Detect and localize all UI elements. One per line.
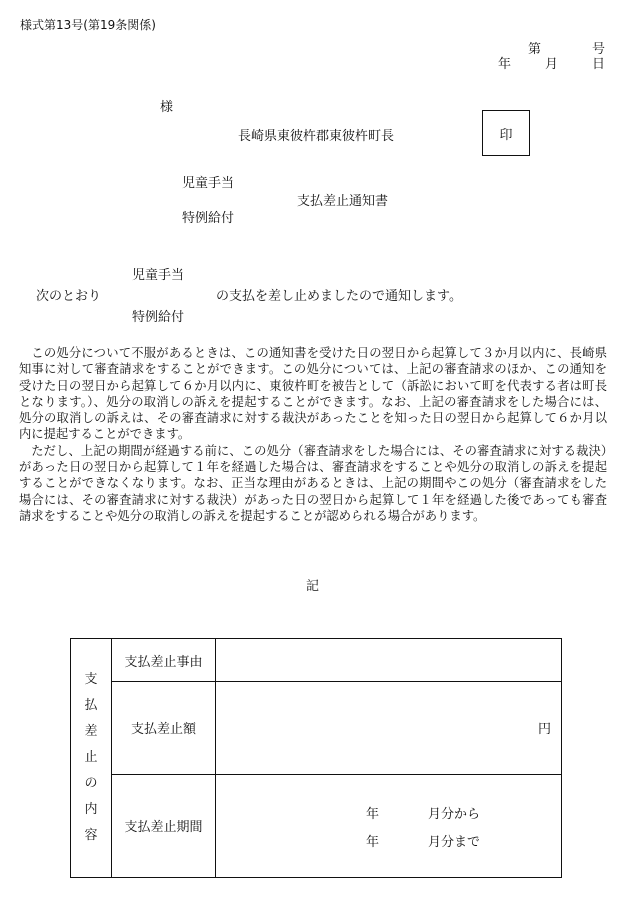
side-char: 差 [84, 724, 98, 739]
notice-lead: 次のとおり [36, 289, 102, 304]
amount-value-cell[interactable] [216, 682, 562, 774]
seal-box [482, 110, 530, 156]
form-number-label: 様式第13号(第19条関係) [20, 18, 156, 32]
side-char: 支 [84, 672, 98, 687]
period-value-cell[interactable] [216, 774, 562, 877]
number-suffix: 号 [592, 42, 606, 57]
document-title: 支払差止通知書 [297, 194, 389, 209]
amount-label: 支払差止額 [112, 682, 216, 774]
period-label: 支払差止期間 [112, 774, 216, 877]
side-char: 容 [84, 828, 98, 843]
appeal-instructions [19, 345, 607, 524]
ki-heading: 記 [306, 579, 320, 594]
title-special-benefit: 特例給付 [182, 211, 235, 226]
period-from-year: 年 [366, 806, 380, 822]
notice-special-benefit: 特例給付 [132, 310, 185, 325]
date-month: 月 [545, 57, 559, 72]
addressee-suffix: 様 [160, 100, 174, 115]
suspension-details-table [70, 638, 562, 878]
notice-tail: の支払を差し止めましたので通知します。 [216, 289, 462, 304]
title-child-allowance: 児童手当 [182, 176, 235, 191]
reason-value-cell[interactable] [216, 639, 562, 682]
appeal-paragraph-2: ただし、上記の期間が経過する前に、この処分（審査請求をした場合には、その審査請求に対する裁決）があった日の翌日から起算して１年を経過した場合は、審査請求をすることや処分の取消しの訴えを提起することができなくなります。なお、正当な理由があるときは、上記の期間やこの処分（審査請求をした場合には、その審査請求に対する裁決）があった日の翌日から起算して１年を経過した後であっても審査請求をすることや処分の取消しの訴えを提起することが認められる場合があります。 [19, 443, 607, 523]
issuer-name: 長崎県東彼杵郡東彼杵町長 [238, 129, 395, 144]
period-from-month: 月分から [428, 806, 481, 822]
details-side-label [71, 639, 112, 878]
amount-unit: 円 [537, 722, 551, 738]
number-label: 第 [528, 42, 542, 57]
notice-child-allowance: 児童手当 [132, 268, 185, 283]
period-to-month: 月分まで [428, 834, 481, 850]
period-to-year: 年 [366, 834, 380, 850]
side-char: 内 [84, 802, 98, 817]
side-char: 払 [84, 698, 98, 713]
date-day: 日 [592, 57, 606, 72]
appeal-paragraph-1: この処分について不服があるときは、この通知書を受けた日の翌日から起算して３か月以内に、長崎県知事に対して審査請求をすることができます。この処分については、上記の審査請求のほか、この通知を受けた日の翌日から起算して６か月以内に、東彼杵町を被告として（訴訟において町を代表する者は町長となります。）、処分の取消しの訴えを提起することができます。なお、上記の審査請求をした場合には、処分の取消しの訴えは、その審査請求に対する裁決があったことを知った日の翌日から起算して６か月以内に提起することができます。 [19, 346, 607, 442]
reason-label: 支払差止事由 [112, 639, 216, 682]
side-char: 止 [84, 750, 98, 765]
side-char: の [84, 776, 98, 791]
date-year: 年 [498, 57, 512, 72]
seal-mark: 印 [499, 127, 513, 143]
